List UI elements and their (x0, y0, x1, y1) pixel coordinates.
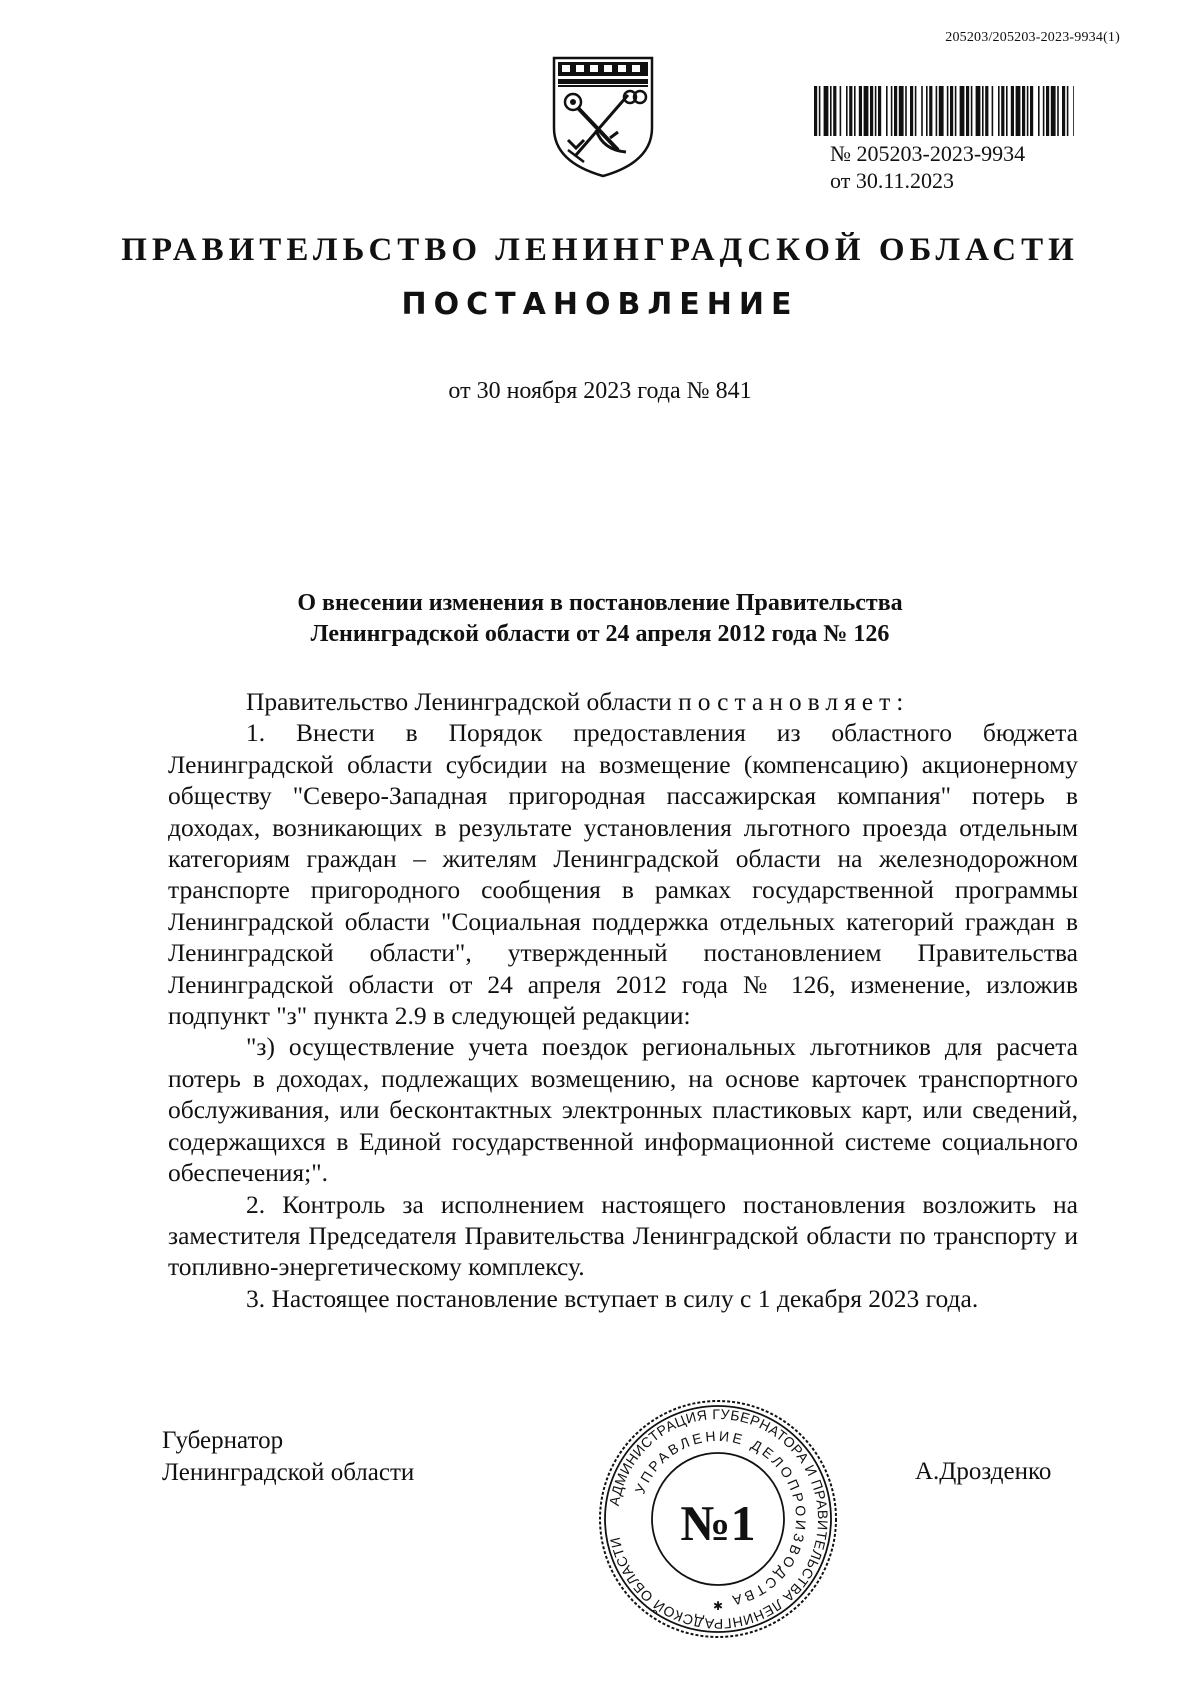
barcode-bar (966, 86, 969, 136)
barcode-bar (982, 86, 984, 136)
barcode-bar (854, 86, 856, 136)
barcode-bar (1051, 86, 1056, 136)
barcode-bar (985, 86, 988, 136)
barcode-bar (878, 86, 881, 136)
paragraph-item-3: 3. Настоящее постановление вступает в силу с 1 декабря 2023 года. (246, 1283, 979, 1313)
barcode-icon (814, 86, 1074, 136)
document-subject (0, 588, 1200, 650)
barcode-bar (849, 86, 852, 136)
barcode-bar (971, 86, 973, 136)
barcode-bar (1062, 86, 1065, 136)
preamble-prefix: Правительство Ленинградской области (246, 687, 672, 716)
barcode-bar (864, 86, 869, 136)
stamp-inner-text: УПРАВЛЕНИЕ ДЕЛОПРОИЗВОДСТВА (631, 1427, 810, 1610)
paragraph-item-1: 1. Внести в Порядок предоставления из областного бюджета Ленинградской области субсидии на возмещение (компенсацию) акционерному обществу "Северо-Западная пригородная пассажирская компания" потерь в доходах, возникающих в результате установления льготного проезда отдельным категориям граждан – жителям Ленинградской области на железнодорожном транспорте пригородного сообщения в рамках государственной программы Ленинградской области "Социальная поддержка отдельных категорий граждан в Ленинградской области", утвержденный постановлением Правительства Ленинградской области от 24 апреля 2012 года № 126, изменение, изложив подпункт "з" пункта 2.9 в следующей редакции: (168, 718, 1078, 1031)
barcode-bar (886, 86, 888, 136)
paragraph-item-2: 2. Контроль за исполнением настоящего постановления возложить на заместителя Председателя Правительства Ленинградской области по транспорту и топливно-энергетическому комплексу. (168, 1189, 1078, 1282)
barcode-bar (870, 86, 873, 136)
document-code: 205203/205203-2023-9934(1) (945, 30, 1120, 45)
signer-position-line-1: Губернатор (162, 1427, 284, 1454)
barcode-bar (1011, 86, 1014, 136)
signer-name: А.Дрозденко (915, 1458, 1052, 1485)
subject-line-2: Ленинградской области от 24 апреля 2012 года № 126 (310, 621, 890, 647)
barcode-bar (1067, 86, 1069, 136)
barcode-bar (910, 86, 913, 136)
paragraph-item-1-quote: "з) осуществление учета поездок региональных льготников для расчета потерь в доходах, подлежащих возмещению, на основе карточек транспортного обслуживания, или бесконтактных электронных пластиковых карт, или сведений, содержащихся в Единой государственной информационной системе социального обеспечения;". (168, 1032, 1078, 1188)
barcode-bar (955, 86, 957, 136)
barcode-bar (947, 86, 949, 136)
barcode-bar (824, 86, 829, 136)
document-body (168, 686, 1078, 1314)
registration-block (830, 140, 1025, 194)
barcode-bar (833, 86, 836, 136)
barcode-bar (1073, 86, 1074, 136)
barcode-bar (875, 86, 877, 136)
stamp-center-text: №1 (680, 1495, 756, 1551)
barcode-bar (929, 86, 932, 136)
stamp-outer-text: АДМИНИСТРАЦИЯ ГУБЕРНАТОРА И ПРАВИТЕЛЬСТВА ЛЕНИНГРАДСКОЙ ОБЛАСТИ (605, 1405, 832, 1633)
barcode-bar (1043, 86, 1045, 136)
preamble (168, 686, 1078, 717)
barcode-bar (899, 86, 904, 136)
barcode-bar (1016, 86, 1021, 136)
barcode-bar (992, 86, 994, 136)
barcode-bar (960, 86, 965, 136)
barcode-bar (1038, 86, 1040, 136)
barcode-bar (846, 86, 848, 136)
stamp-star-icon: ✱ (712, 1599, 724, 1613)
barcode-bar (1057, 86, 1059, 136)
barcode-bar (936, 86, 938, 136)
coat-of-arms-icon (548, 50, 658, 180)
subject-line-1: О внесении изменения в постановление Правительства (297, 590, 903, 616)
barcode-bar (1022, 86, 1025, 136)
signer-position-line-2: Ленинградской области (162, 1459, 415, 1486)
barcode-bar (859, 86, 862, 136)
barcode-bar (1001, 86, 1004, 136)
barcode-bar (905, 86, 907, 136)
barcode-bar (1046, 86, 1049, 136)
barcode-bar (976, 86, 981, 136)
document-date-number: от 30 ноября 2023 года № 841 (448, 378, 752, 404)
official-stamp-icon (597, 1398, 839, 1640)
barcode-bar (915, 86, 917, 136)
registration-number: № 205203-2023-9934 (830, 141, 1026, 166)
registration-date: от 30.11.2023 (830, 168, 955, 193)
barcode-bar (926, 86, 928, 136)
barcode-bar (1030, 86, 1033, 136)
signature-position (162, 1425, 414, 1489)
barcode-bar (814, 86, 817, 136)
barcode-bar (819, 86, 821, 136)
barcode-bar (939, 86, 944, 136)
barcode-bar (921, 86, 923, 136)
barcode-bar (1027, 86, 1029, 136)
barcode-bar (830, 86, 832, 136)
barcode-bar (950, 86, 953, 136)
barcode-bar (1006, 86, 1008, 136)
document-type: ПОСТАНОВЛЕНИЕ (401, 287, 799, 322)
barcode-bar (894, 86, 897, 136)
barcode-bar (998, 86, 1000, 136)
preamble-verb: постановляет: (678, 687, 910, 716)
barcode-bar (891, 86, 893, 136)
government-title: ПРАВИТЕЛЬСТВО ЛЕНИНГРАДСКОЙ ОБЛАСТИ (121, 232, 1079, 268)
barcode-bar (840, 86, 842, 136)
